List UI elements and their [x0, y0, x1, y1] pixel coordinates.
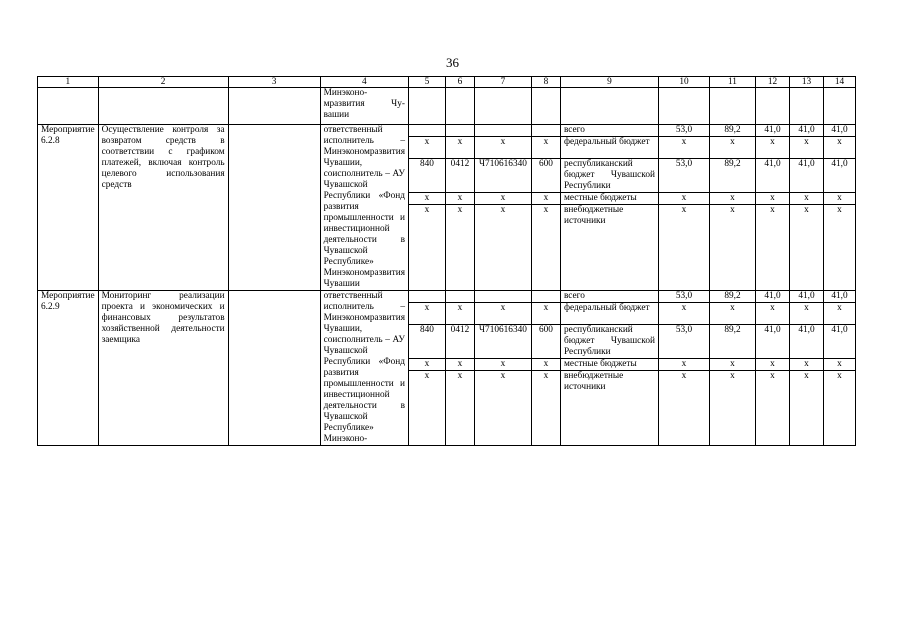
cell-c5: x — [408, 303, 445, 325]
header-cell: 14 — [823, 77, 855, 88]
cell-c9: внебюджетные источники — [560, 205, 658, 291]
cell-c9: местные бюджеты — [560, 193, 658, 205]
cell-c6: x — [445, 205, 474, 291]
cell-c5: x — [408, 137, 445, 159]
cell-c9: местные бюджеты — [560, 359, 658, 371]
cell-c11: x — [709, 303, 755, 325]
cell-c9: республиканский бюджет Чувашской Республики — [560, 325, 658, 359]
cell-c9: всего — [560, 125, 658, 137]
cell-c6: x — [445, 193, 474, 205]
cell-c6 — [445, 291, 474, 303]
measure-executor: ответственный исполнитель – Минэкономразвития Чувашии, соисполнитель – АУ Чувашской Республики «Фонд развития промышленности и инвестиционной деятельности в Чувашской Республике» Минэкономразвития Чувашии — [320, 125, 408, 291]
cell-c6: 0412 — [445, 325, 474, 359]
cell-c14: x — [823, 205, 855, 291]
cell-c11: 89,2 — [709, 325, 755, 359]
cell-c6: 0412 — [445, 159, 474, 193]
cell-c8: 600 — [531, 159, 560, 193]
cell-c7: Ч710616340 — [474, 159, 531, 193]
cell-c8: x — [531, 193, 560, 205]
cell-c7: x — [474, 193, 531, 205]
cell-c10: x — [658, 359, 709, 371]
cell-c5: x — [408, 371, 445, 446]
cell-c10: x — [658, 205, 709, 291]
cell-c13: x — [789, 137, 823, 159]
cell-c14: x — [823, 137, 855, 159]
cell-c14: x — [823, 193, 855, 205]
cell-c7 — [474, 291, 531, 303]
cell-c12: x — [755, 359, 789, 371]
header-cell: 6 — [445, 77, 474, 88]
cell-c14: x — [823, 371, 855, 446]
measure-description: Осуществление контроля за возвратом средств в соответствии с графиком платежей, включая контроль целевого использования средств — [98, 125, 228, 291]
measure-col3 — [228, 291, 320, 446]
cell-c11: x — [709, 205, 755, 291]
cell-c6 — [445, 125, 474, 137]
measure-id: Мероприятие 6.2.8 — [38, 125, 99, 291]
cell-c13: 41,0 — [789, 325, 823, 359]
cell-c10: 53,0 — [658, 291, 709, 303]
cell-c8 — [531, 125, 560, 137]
cell-c11: x — [709, 193, 755, 205]
cell-c7: x — [474, 359, 531, 371]
cell-c14: x — [823, 303, 855, 325]
cell-c12: x — [755, 205, 789, 291]
cell-c12: 41,0 — [755, 325, 789, 359]
measure-row — [38, 125, 856, 137]
measure-row — [38, 291, 856, 303]
cell-c13: x — [789, 193, 823, 205]
cell-c11: 89,2 — [709, 291, 755, 303]
cell-c8: x — [531, 205, 560, 291]
header-cell: 7 — [474, 77, 531, 88]
cell-c8: x — [531, 359, 560, 371]
measure-col3 — [228, 125, 320, 291]
header-cell: 1 — [38, 77, 99, 88]
cell-c5 — [408, 125, 445, 137]
measure-executor: ответственный исполнитель – Минэкономразвития Чувашии, соисполнитель – АУ Чувашской Республики «Фонд развития промышленности и инвестиционной деятельности в Чувашской Республике» Минэконо- — [320, 291, 408, 446]
cell-c11: 89,2 — [709, 159, 755, 193]
cell-c7 — [474, 125, 531, 137]
cell-c10: x — [658, 193, 709, 205]
cell-c10: 53,0 — [658, 325, 709, 359]
cell-c14: 41,0 — [823, 159, 855, 193]
cell-c8: x — [531, 303, 560, 325]
cell-c8: 600 — [531, 325, 560, 359]
header-cell: 2 — [98, 77, 228, 88]
cell-c5: x — [408, 205, 445, 291]
cell-c5: 840 — [408, 159, 445, 193]
header-cell: 12 — [755, 77, 789, 88]
cell-c7: x — [474, 371, 531, 446]
header-cell: 4 — [320, 77, 408, 88]
cell-c7: x — [474, 303, 531, 325]
cell-c12: x — [755, 303, 789, 325]
cell-c11: x — [709, 137, 755, 159]
measure-description: Мониторинг реализации проекта и экономических и финансовых результатов хозяйственной деятельности заемщика — [98, 291, 228, 446]
cell-c9: внебюджетные источники — [560, 371, 658, 446]
cell-c7: x — [474, 205, 531, 291]
cell-c8 — [531, 291, 560, 303]
cell-c13: x — [789, 359, 823, 371]
cell-c13: x — [789, 205, 823, 291]
cell-c11: 89,2 — [709, 125, 755, 137]
cell-c5: 840 — [408, 325, 445, 359]
header-cell: 11 — [709, 77, 755, 88]
measure-id: Мероприятие 6.2.9 — [38, 291, 99, 446]
cell-c9: федеральный бюджет — [560, 303, 658, 325]
header-cell: 8 — [531, 77, 560, 88]
cell-c9: всего — [560, 291, 658, 303]
cell-c14: 41,0 — [823, 325, 855, 359]
cell-c12: 41,0 — [755, 159, 789, 193]
continuation-executor: Минэконо-мразвития Чу-вашии — [320, 88, 408, 125]
cell-c5: x — [408, 359, 445, 371]
page-number: 36 — [446, 55, 459, 70]
cell-c8: x — [531, 371, 560, 446]
cell-c7: x — [474, 137, 531, 159]
cell-c11: x — [709, 371, 755, 446]
cell-c6: x — [445, 137, 474, 159]
cell-c11: x — [709, 359, 755, 371]
cell-c9: федеральный бюджет — [560, 137, 658, 159]
program-table — [37, 76, 856, 446]
cell-c6: x — [445, 371, 474, 446]
cell-c6: x — [445, 303, 474, 325]
cell-c12: 41,0 — [755, 291, 789, 303]
continuation-row — [38, 88, 856, 125]
cell-c5 — [408, 291, 445, 303]
cell-c13: 41,0 — [789, 291, 823, 303]
header-cell: 5 — [408, 77, 445, 88]
cell-c13: x — [789, 303, 823, 325]
cell-c13: x — [789, 371, 823, 446]
cell-c10: x — [658, 137, 709, 159]
cell-c5: x — [408, 193, 445, 205]
cell-c14: 41,0 — [823, 125, 855, 137]
cell-c14: 41,0 — [823, 291, 855, 303]
cell-c10: x — [658, 371, 709, 446]
cell-c10: 53,0 — [658, 159, 709, 193]
cell-c13: 41,0 — [789, 125, 823, 137]
header-cell: 13 — [789, 77, 823, 88]
header-cell: 10 — [658, 77, 709, 88]
cell-c12: x — [755, 137, 789, 159]
header-cell: 9 — [560, 77, 658, 88]
cell-c10: x — [658, 303, 709, 325]
header-row — [38, 77, 856, 88]
cell-c12: x — [755, 193, 789, 205]
header-cell: 3 — [228, 77, 320, 88]
cell-c8: x — [531, 137, 560, 159]
cell-c12: 41,0 — [755, 125, 789, 137]
cell-c6: x — [445, 359, 474, 371]
cell-c14: x — [823, 359, 855, 371]
cell-c9: республиканский бюджет Чувашской Республики — [560, 159, 658, 193]
cell-c13: 41,0 — [789, 159, 823, 193]
cell-c10: 53,0 — [658, 125, 709, 137]
cell-c12: x — [755, 371, 789, 446]
cell-c7: Ч710616340 — [474, 325, 531, 359]
